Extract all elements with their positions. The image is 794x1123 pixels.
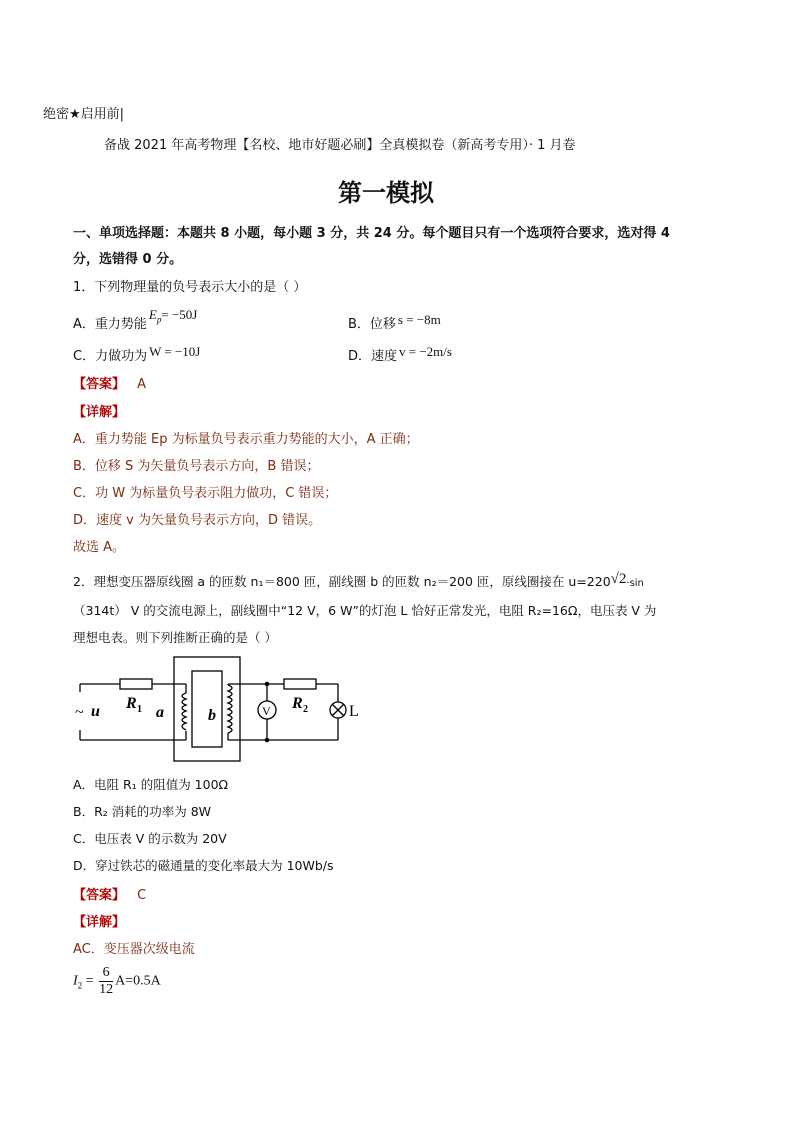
q1-option-c-expr: W = −10J — [149, 344, 201, 359]
q1-option-a — [73, 307, 198, 334]
q1-option-b-label: B．位移 — [348, 317, 396, 332]
secret-label: 绝密★启用前| — [43, 107, 125, 122]
q1-detail-c: C．功 W 为标量负号表示阻力做功，C 错误； — [73, 486, 338, 501]
q1-option-c-label: C．力做功为 — [73, 349, 148, 364]
r2-subscript: 2 — [303, 704, 308, 715]
eq-denominator: 12 — [99, 982, 114, 997]
section-heading-line1: 一、单项选择题：本题共 8 小题，每小题 3 分，共 24 分。每个题目只有一个选项符合要求，选对得 4 — [73, 226, 670, 241]
resistor-r1 — [120, 679, 152, 689]
transformer-core-inner — [192, 671, 222, 747]
eq-subscript: 2 — [77, 980, 83, 991]
page-title: 第一模拟 — [338, 179, 434, 207]
q2-stem-line3: 理想电表。则下列推断正确的是（ ） — [73, 630, 277, 645]
q2-option-d: D．穿过铁芯的磁通量的变化率最大为 10Wb/s — [73, 858, 334, 873]
q1-option-d-label: D．速度 — [348, 349, 398, 364]
q2-sqrt: √2 — [610, 571, 627, 587]
q2-stem-line1-text: 2．理想变压器原线圈 a 的匝数 n₁＝800 匝，副线圈 b 的匝数 n₂＝200 匝，原线圈接在 u=220 — [73, 574, 611, 589]
q1-option-a-symbol: $E_p$ — [148, 307, 162, 325]
q1-stem: 1．下列物理量的负号表示大小的是（ ） — [73, 280, 307, 295]
q2-option-c: C．电压表 V 的示数为 20V — [73, 831, 227, 846]
voltmeter-label: V — [262, 704, 271, 718]
coil-label-a: a — [156, 704, 164, 721]
q1-option-d — [348, 345, 452, 364]
q2-option-b: B．R₂ 消耗的功率为 8W — [73, 804, 212, 819]
q2-answer-value: C — [137, 888, 147, 903]
exam-subtitle: 备战 2021 年高考物理【名校、地市好题必刷】全真模拟卷（新高考专用）· 1 月卷 — [104, 138, 576, 153]
junction-bottom — [265, 738, 270, 743]
r2-label: R — [292, 695, 303, 712]
q2-detail-ac: AC．变压器次级电流 — [73, 942, 195, 957]
secondary-coil — [228, 685, 232, 733]
eq-fraction — [99, 965, 113, 998]
eq-result: A=0.5A — [115, 973, 161, 989]
q1-detail-label: 【详解】 — [73, 405, 126, 420]
q1-detail-d: D．速度 v 为矢量负号表示方向，D 错误。 — [73, 513, 322, 528]
eq-symbol-i: I — [73, 973, 78, 989]
transformer-core-outer — [174, 657, 240, 761]
source-tilde: ~ — [75, 704, 84, 721]
q1-option-a-expr: = −50J — [161, 307, 198, 322]
q1-option-b-expr: s = −8m — [397, 312, 441, 327]
q2-sin: ·sin — [626, 578, 644, 589]
q2-detail-label: 【详解】 — [73, 915, 126, 930]
section-heading-line2: 分，选错得 0 分。 — [73, 252, 183, 267]
q1-answer-value: A — [137, 377, 147, 392]
q1-detail-a: A．重力势能 Ep 为标量负号表示重力势能的大小，A 正确； — [73, 432, 419, 447]
q1-option-d-expr: v = −2m/s — [399, 344, 452, 359]
q1-detail-b: B．位移 S 为矢量负号表示方向，B 错误； — [73, 459, 320, 474]
transformer-circuit — [70, 652, 370, 764]
q2-answer — [73, 884, 146, 903]
r1-subscript: 1 — [137, 704, 142, 715]
q1-conclusion: 故选 A。 — [73, 540, 126, 555]
q1-option-a-label: A．重力势能 — [73, 317, 147, 332]
resistor-r2 — [284, 679, 316, 689]
junction-top — [265, 682, 270, 687]
q2-stem-line1 — [73, 572, 644, 591]
r1-label: R — [126, 695, 137, 712]
q1-option-c — [73, 345, 200, 364]
q1-answer — [73, 373, 146, 392]
source-label-u: u — [91, 703, 100, 720]
lamp-label: L — [349, 703, 359, 720]
eq-equals: = — [85, 973, 94, 989]
q1-answer-label: 【答案】 — [73, 377, 126, 392]
coil-label-b: b — [208, 707, 216, 724]
eq-numerator: 6 — [99, 965, 113, 982]
q2-equation-current — [73, 965, 161, 998]
q2-stem-line2: （314t） V 的交流电源上，副线圈中“12 V，6 W”的灯泡 L 恰好正常发光，电阻 R₂=16Ω，电压表 V 为 — [73, 603, 657, 618]
q2-option-a: A．电阻 R₁ 的阻值为 100Ω — [73, 777, 229, 792]
q1-option-b — [348, 313, 441, 332]
primary-coil — [182, 693, 186, 730]
q2-answer-label: 【答案】 — [73, 888, 126, 903]
